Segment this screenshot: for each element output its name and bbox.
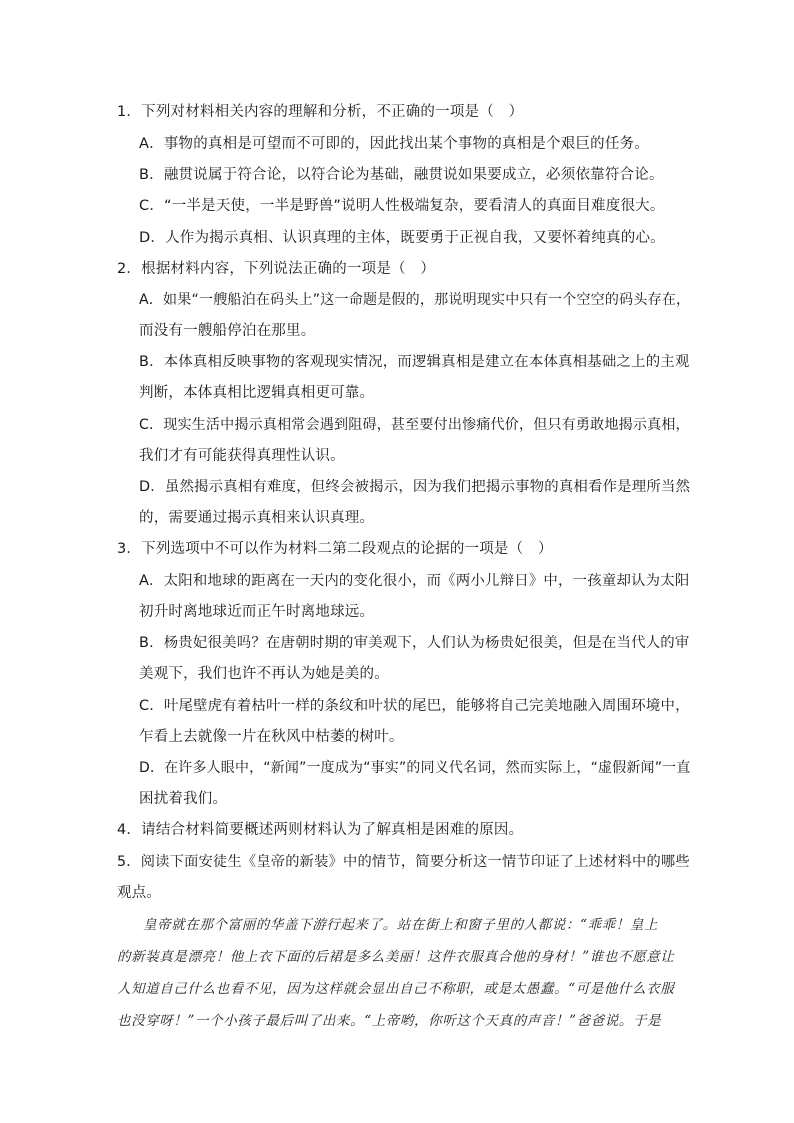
question-2-option-d: D．虽然揭示真相有难度，但终会被揭示，因为我们把揭示事物的真相看作是理所当然 bbox=[139, 479, 691, 495]
question-1-option-c: C．“一半是天使，一半是野兽”说明人性极端复杂，要看清人的真面目难度很大。 bbox=[139, 198, 665, 214]
question-2-option-d-cont: 的，需要通过揭示真相来认识真理。 bbox=[139, 510, 375, 526]
question-3-option-b: B．杨贵妃很美吗？在唐朝时期的审美观下，人们认为杨贵妃很美，但是在当代人的审 bbox=[139, 635, 690, 651]
question-1-stem: 1．下列对材料相关内容的理解和分析，不正确的一项是（ ） bbox=[117, 104, 524, 120]
question-3-option-a-cont: 初升时离地球近而正午时离地球远。 bbox=[139, 604, 375, 620]
question-2-option-a-cont: 而没有一艘船停泊在那里。 bbox=[139, 323, 316, 339]
question-1-option-d: D．人作为揭示真相、认识真理的主体，既要勇于正视自我，又要怀着纯真的心。 bbox=[139, 230, 665, 246]
question-5-stem-cont: 观点。 bbox=[117, 885, 162, 901]
question-2-option-b: B．本体真相反映事物的客观现实情况，而逻辑真相是建立在本体真相基础之上的主观 bbox=[139, 354, 690, 370]
question-3-option-d: D．在许多人眼中，“新闻”一度成为“事实”的同义代名词，然而实际上，“虚假新闻”一直 bbox=[139, 760, 691, 776]
question-4-stem: 4．请结合材料简要概述两则材料认为了解真相是困难的原因。 bbox=[117, 822, 524, 838]
question-1-option-b: B．融贯说属于符合论，以符合论为基础，融贯说如果要成立，必须依靠符合论。 bbox=[139, 167, 664, 183]
passage-line-2: 的新装真是漂亮！他上衣下面的后裙是多么美丽！这件衣服真合他的身材！”谁也不愿意让 bbox=[117, 949, 675, 965]
question-2-option-c: C．现实生活中揭示真相常会遇到阻碍，甚至要付出惨痛代价，但只有勇敢地揭示真相， bbox=[139, 417, 690, 433]
question-5-stem: 5．阅读下面安徒生《皇帝的新装》中的情节，简要分析这一情节印证了上述材料中的哪些 bbox=[117, 854, 690, 870]
passage-line-1: 皇帝就在那个富丽的华盖下游行起来了。站在街上和窗子里的人都说：“乖乖！皇上 bbox=[143, 917, 659, 933]
question-3-option-b-cont: 美观下，我们也许不再认为她是美的。 bbox=[139, 666, 389, 682]
question-3-option-c-cont: 乍看上去就像一片在秋风中枯萎的树叶。 bbox=[139, 729, 404, 745]
question-3-option-d-cont: 困扰着我们。 bbox=[139, 791, 228, 807]
question-2-option-c-cont: 我们才有可能获得真理性认识。 bbox=[139, 448, 345, 464]
question-3-option-c: C．叶尾壁虎有着枯叶一样的条纹和叶状的尾巴，能够将自己完美地融入周围环境中， bbox=[139, 698, 690, 714]
passage-line-4: 也没穿呀！”一个小孩子最后叫了出来。“上帝哟，你听这个天真的声音！”爸爸说。于是 bbox=[117, 1013, 662, 1029]
question-3-option-a: A．太阳和地球的距离在一天内的变化很小，而《两小儿辩日》中，一孩童却认为太阳 bbox=[139, 573, 690, 589]
question-2-option-a: A．如果“一艘船泊在码头上”这一命题是假的，那说明现实中只有一个空空的码头存在， bbox=[139, 292, 691, 308]
question-1-option-a: A．事物的真相是可望而不可即的，因此找出某个事物的真相是个艰巨的任务。 bbox=[139, 136, 649, 152]
question-2-option-b-cont: 判断，本体真相比逻辑真相更可靠。 bbox=[139, 385, 375, 401]
passage-line-3: 人知道自己什么也看不见，因为这样就会显出自己不称职，或是太愚蠢。“可是他什么衣服 bbox=[117, 981, 675, 997]
question-2-stem: 2．根据材料内容，下列说法正确的一项是（ ） bbox=[117, 261, 436, 277]
question-3-stem: 3．下列选项中不可以作为材料二第二段观点的论据的一项是（ ） bbox=[117, 541, 553, 557]
